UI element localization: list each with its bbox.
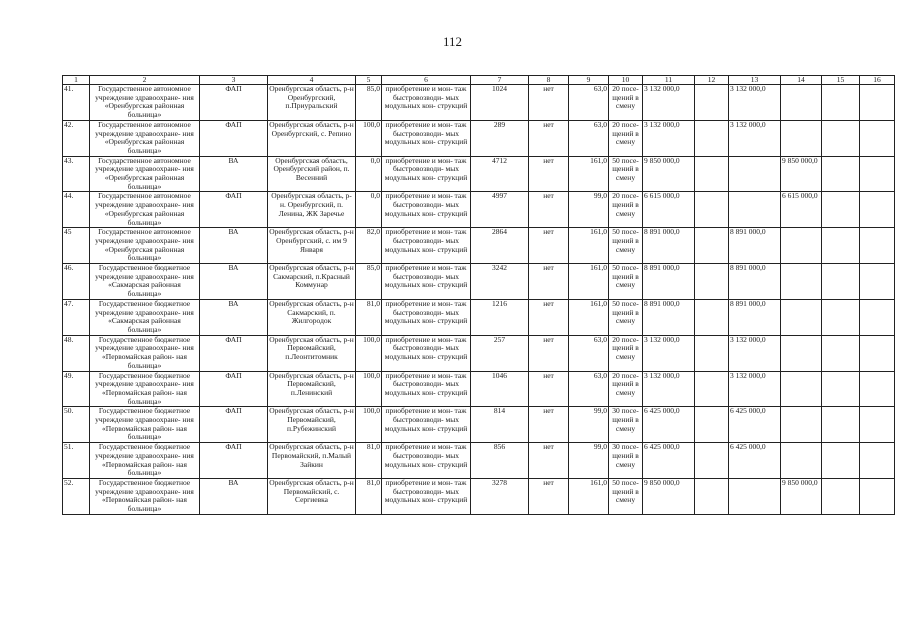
page-number: 112 <box>442 34 463 49</box>
total-cost-cell: 9 850 000,0 <box>643 478 695 514</box>
column-header-9: 9 <box>569 76 609 85</box>
column-header-12: 12 <box>695 76 729 85</box>
address-cell: Оренбургская область, р-н Оренбургский, с. им 9 Января <box>268 228 356 264</box>
population-cell: 289 <box>471 120 529 156</box>
total-cost-cell: 8 891 000,0 <box>643 264 695 300</box>
organization-cell: Государственное бюджетное учреждение здравоохране- ния «Первомайская район- ная больница» <box>90 335 200 371</box>
total-cost-cell: 6 425 000,0 <box>643 407 695 443</box>
column-16-cell <box>860 443 895 479</box>
capacity-cell: 20 посе- щений в смену <box>609 335 643 371</box>
capacity-cell: 30 посе- щений в смену <box>609 407 643 443</box>
area-cell: 99,0 <box>569 443 609 479</box>
column-header-1: 1 <box>63 76 90 85</box>
column-header-11: 11 <box>643 76 695 85</box>
table-row <box>63 299 895 335</box>
column-13-cell: 3 132 000,0 <box>729 85 781 121</box>
row-number-cell: 44. <box>63 192 90 228</box>
work-description-cell: приобретение и мон- таж быстровозводи- мых модульных кон- струкций <box>382 264 471 300</box>
organization-cell: Государственное автономное учреждение здравоохране- ния «Оренбургская районная больница» <box>90 120 200 156</box>
area-cell: 63,0 <box>569 85 609 121</box>
availability-cell: нет <box>529 299 569 335</box>
table-row <box>63 478 895 514</box>
capacity-cell: 20 посе- щений в смену <box>609 371 643 407</box>
column-header-8: 8 <box>529 76 569 85</box>
column-14-cell <box>781 120 822 156</box>
column-15-cell <box>822 443 860 479</box>
column-15-cell <box>822 335 860 371</box>
capacity-cell: 50 посе- щений в смену <box>609 228 643 264</box>
capacity-cell: 30 посе- щений в смену <box>609 443 643 479</box>
column-16-cell <box>860 120 895 156</box>
column-12-cell <box>695 228 729 264</box>
row-number-cell: 50. <box>63 407 90 443</box>
wear-percent-cell: 82,0 <box>356 228 382 264</box>
table-row <box>63 120 895 156</box>
address-cell: Оренбургская область, р-н Первомайский, с. Сергиевка <box>268 478 356 514</box>
address-cell: Оренбургская область, р-н Оренбургский, с. Репино <box>268 120 356 156</box>
availability-cell: нет <box>529 228 569 264</box>
population-cell: 856 <box>471 443 529 479</box>
area-cell: 161,0 <box>569 478 609 514</box>
column-16-cell <box>860 85 895 121</box>
area-cell: 161,0 <box>569 264 609 300</box>
column-13-cell: 6 425 000,0 <box>729 443 781 479</box>
column-13-cell: 3 132 000,0 <box>729 371 781 407</box>
population-cell: 4997 <box>471 192 529 228</box>
wear-percent-cell: 81,0 <box>356 478 382 514</box>
work-description-cell: приобретение и мон- таж быстровозводи- мых модульных кон- струкций <box>382 407 471 443</box>
column-number-header-row <box>63 76 895 85</box>
work-description-cell: приобретение и мон- таж быстровозводи- мых модульных кон- струкций <box>382 228 471 264</box>
wear-percent-cell: 100,0 <box>356 371 382 407</box>
column-header-10: 10 <box>609 76 643 85</box>
facility-type-cell: ВА <box>200 478 268 514</box>
facility-type-cell: ВА <box>200 264 268 300</box>
population-cell: 257 <box>471 335 529 371</box>
wear-percent-cell: 81,0 <box>356 299 382 335</box>
availability-cell: нет <box>529 192 569 228</box>
column-12-cell <box>695 335 729 371</box>
column-14-cell: 9 850 000,0 <box>781 156 822 192</box>
capacity-cell: 20 посе- щений в смену <box>609 120 643 156</box>
column-header-13: 13 <box>729 76 781 85</box>
availability-cell: нет <box>529 120 569 156</box>
availability-cell: нет <box>529 443 569 479</box>
wear-percent-cell: 0,0 <box>356 192 382 228</box>
column-15-cell <box>822 299 860 335</box>
population-cell: 814 <box>471 407 529 443</box>
wear-percent-cell: 85,0 <box>356 264 382 300</box>
wear-percent-cell: 100,0 <box>356 407 382 443</box>
column-13-cell: 6 425 000,0 <box>729 407 781 443</box>
column-16-cell <box>860 264 895 300</box>
column-12-cell <box>695 443 729 479</box>
work-description-cell: приобретение и мон- таж быстровозводи- мых модульных кон- струкций <box>382 192 471 228</box>
total-cost-cell: 6 425 000,0 <box>643 443 695 479</box>
organization-cell: Государственное автономное учреждение здравоохране- ния «Оренбургская районная больница» <box>90 192 200 228</box>
row-number-cell: 43. <box>63 156 90 192</box>
organization-cell: Государственное автономное учреждение здравоохране- ния «Оренбургская районная больница» <box>90 85 200 121</box>
work-description-cell: приобретение и мон- таж быстровозводи- мых модульных кон- струкций <box>382 371 471 407</box>
total-cost-cell: 3 132 000,0 <box>643 120 695 156</box>
column-14-cell <box>781 264 822 300</box>
area-cell: 63,0 <box>569 371 609 407</box>
total-cost-cell: 8 891 000,0 <box>643 299 695 335</box>
column-15-cell <box>822 407 860 443</box>
table-row <box>63 443 895 479</box>
column-12-cell <box>695 85 729 121</box>
column-15-cell <box>822 228 860 264</box>
column-14-cell <box>781 228 822 264</box>
address-cell: Оренбургская область, р-н Первомайский, п.Малый Зайкин <box>268 443 356 479</box>
column-header-14: 14 <box>781 76 822 85</box>
column-16-cell <box>860 371 895 407</box>
availability-cell: нет <box>529 156 569 192</box>
work-description-cell: приобретение и мон- таж быстровозводи- мых модульных кон- струкций <box>382 443 471 479</box>
facility-type-cell: ВА <box>200 228 268 264</box>
population-cell: 4712 <box>471 156 529 192</box>
work-description-cell: приобретение и мон- таж быстровозводи- мых модульных кон- струкций <box>382 335 471 371</box>
column-13-cell: 8 891 000,0 <box>729 228 781 264</box>
population-cell: 3242 <box>471 264 529 300</box>
column-16-cell <box>860 335 895 371</box>
column-header-15: 15 <box>822 76 860 85</box>
population-cell: 1216 <box>471 299 529 335</box>
column-12-cell <box>695 407 729 443</box>
area-cell: 99,0 <box>569 407 609 443</box>
total-cost-cell: 8 891 000,0 <box>643 228 695 264</box>
address-cell: Оренбургская область, Оренбургский район, п. Весенний <box>268 156 356 192</box>
column-12-cell <box>695 192 729 228</box>
column-12-cell <box>695 478 729 514</box>
column-14-cell <box>781 299 822 335</box>
capacity-cell: 50 посе- щений в смену <box>609 478 643 514</box>
column-13-cell: 3 132 000,0 <box>729 335 781 371</box>
row-number-cell: 48. <box>63 335 90 371</box>
column-14-cell <box>781 371 822 407</box>
facility-type-cell: ФАП <box>200 85 268 121</box>
wear-percent-cell: 85,0 <box>356 85 382 121</box>
column-16-cell <box>860 228 895 264</box>
row-number-cell: 42. <box>63 120 90 156</box>
organization-cell: Государственное автономное учреждение здравоохране- ния «Оренбургская районная больница» <box>90 228 200 264</box>
column-12-cell <box>695 156 729 192</box>
column-15-cell <box>822 478 860 514</box>
address-cell: Оренбургская область, р-н Первомайский, п.Ленинский <box>268 371 356 407</box>
organization-cell: Государственное бюджетное учреждение здравоохране- ния «Первомайская район- ная больница» <box>90 478 200 514</box>
availability-cell: нет <box>529 85 569 121</box>
column-12-cell <box>695 120 729 156</box>
capacity-cell: 50 посе- щений в смену <box>609 156 643 192</box>
address-cell: Оренбургская область, р-н Первомайский, п.Леонтитомник <box>268 335 356 371</box>
column-header-6: 6 <box>382 76 471 85</box>
column-13-cell <box>729 156 781 192</box>
wear-percent-cell: 81,0 <box>356 443 382 479</box>
wear-percent-cell: 100,0 <box>356 335 382 371</box>
table-row <box>63 335 895 371</box>
facility-registry-table <box>62 75 895 515</box>
column-16-cell <box>860 192 895 228</box>
availability-cell: нет <box>529 478 569 514</box>
organization-cell: Государственное автономное учреждение здравоохране- ния «Оренбургская районная больница» <box>90 156 200 192</box>
column-12-cell <box>695 371 729 407</box>
area-cell: 63,0 <box>569 120 609 156</box>
column-header-2: 2 <box>90 76 200 85</box>
facility-type-cell: ВА <box>200 156 268 192</box>
organization-cell: Государственное бюджетное учреждение здравоохране- ния «Сакмарская районная больница» <box>90 299 200 335</box>
facility-type-cell: ФАП <box>200 192 268 228</box>
row-number-cell: 46. <box>63 264 90 300</box>
column-15-cell <box>822 371 860 407</box>
address-cell: Оренбургская область, р-н Сакмарский, п. Жилгородок <box>268 299 356 335</box>
address-cell: Оренбургская область, р-н Первомайский, п.Рубежинский <box>268 407 356 443</box>
column-13-cell <box>729 192 781 228</box>
column-12-cell <box>695 299 729 335</box>
column-15-cell <box>822 192 860 228</box>
column-header-3: 3 <box>200 76 268 85</box>
total-cost-cell: 3 132 000,0 <box>643 335 695 371</box>
column-14-cell <box>781 335 822 371</box>
capacity-cell: 50 посе- щений в смену <box>609 264 643 300</box>
row-number-cell: 49. <box>63 371 90 407</box>
column-14-cell <box>781 443 822 479</box>
organization-cell: Государственное бюджетное учреждение здравоохране- ния «Первомайская район- ная больница» <box>90 407 200 443</box>
area-cell: 161,0 <box>569 228 609 264</box>
organization-cell: Государственное бюджетное учреждение здравоохране- ния «Первомайская район- ная больница» <box>90 443 200 479</box>
work-description-cell: приобретение и мон- таж быстровозводи- мых модульных кон- струкций <box>382 299 471 335</box>
address-cell: Оренбургская область, р-н Оренбургский, п.Приуральский <box>268 85 356 121</box>
column-14-cell <box>781 407 822 443</box>
table-row <box>63 192 895 228</box>
wear-percent-cell: 0,0 <box>356 156 382 192</box>
availability-cell: нет <box>529 264 569 300</box>
area-cell: 161,0 <box>569 299 609 335</box>
work-description-cell: приобретение и мон- таж быстровозводи- мых модульных кон- струкций <box>382 120 471 156</box>
row-number-cell: 52. <box>63 478 90 514</box>
capacity-cell: 20 посе- щений в смену <box>609 192 643 228</box>
facility-type-cell: ФАП <box>200 335 268 371</box>
capacity-cell: 50 посе- щений в смену <box>609 299 643 335</box>
row-number-cell: 51. <box>63 443 90 479</box>
column-14-cell: 9 850 000,0 <box>781 478 822 514</box>
population-cell: 1024 <box>471 85 529 121</box>
address-cell: Оренбургская область, р-н. Оренбургский, п. Ленина, ЖК Заречье <box>268 192 356 228</box>
availability-cell: нет <box>529 371 569 407</box>
organization-cell: Государственное бюджетное учреждение здравоохране- ния «Сакмарская районная больница» <box>90 264 200 300</box>
work-description-cell: приобретение и мон- таж быстровозводи- мых модульных кон- струкций <box>382 85 471 121</box>
row-number-cell: 45 <box>63 228 90 264</box>
population-cell: 1046 <box>471 371 529 407</box>
column-15-cell <box>822 120 860 156</box>
total-cost-cell: 3 132 000,0 <box>643 371 695 407</box>
column-12-cell <box>695 264 729 300</box>
total-cost-cell: 3 132 000,0 <box>643 85 695 121</box>
column-13-cell: 8 891 000,0 <box>729 264 781 300</box>
column-15-cell <box>822 264 860 300</box>
population-cell: 2864 <box>471 228 529 264</box>
area-cell: 161,0 <box>569 156 609 192</box>
area-cell: 63,0 <box>569 335 609 371</box>
column-15-cell <box>822 156 860 192</box>
work-description-cell: приобретение и мон- таж быстровозводи- мых модульных кон- струкций <box>382 478 471 514</box>
wear-percent-cell: 100,0 <box>356 120 382 156</box>
table-row <box>63 156 895 192</box>
capacity-cell: 20 посе- щений в смену <box>609 85 643 121</box>
organization-cell: Государственное бюджетное учреждение здравоохране- ния «Первомайская район- ная больница» <box>90 371 200 407</box>
column-15-cell <box>822 85 860 121</box>
column-16-cell <box>860 407 895 443</box>
column-13-cell <box>729 478 781 514</box>
column-16-cell <box>860 156 895 192</box>
table-row <box>63 228 895 264</box>
column-header-5: 5 <box>356 76 382 85</box>
column-14-cell: 6 615 000,0 <box>781 192 822 228</box>
row-number-cell: 47. <box>63 299 90 335</box>
column-14-cell <box>781 85 822 121</box>
table-row <box>63 264 895 300</box>
work-description-cell: приобретение и мон- таж быстровозводи- мых модульных кон- струкций <box>382 156 471 192</box>
table-row <box>63 371 895 407</box>
column-header-4: 4 <box>268 76 356 85</box>
table-row <box>63 407 895 443</box>
column-13-cell: 3 132 000,0 <box>729 120 781 156</box>
column-header-7: 7 <box>471 76 529 85</box>
row-number-cell: 41. <box>63 85 90 121</box>
column-16-cell <box>860 478 895 514</box>
facility-type-cell: ФАП <box>200 443 268 479</box>
table-row <box>63 85 895 121</box>
availability-cell: нет <box>529 335 569 371</box>
column-16-cell <box>860 299 895 335</box>
availability-cell: нет <box>529 407 569 443</box>
population-cell: 3278 <box>471 478 529 514</box>
column-13-cell: 8 891 000,0 <box>729 299 781 335</box>
facility-type-cell: ВА <box>200 299 268 335</box>
facility-type-cell: ФАП <box>200 120 268 156</box>
area-cell: 99,0 <box>569 192 609 228</box>
facility-type-cell: ФАП <box>200 407 268 443</box>
total-cost-cell: 9 850 000,0 <box>643 156 695 192</box>
total-cost-cell: 6 615 000,0 <box>643 192 695 228</box>
address-cell: Оренбургская область, р-н Сакмарский, п.Красный Коммунар <box>268 264 356 300</box>
column-header-16: 16 <box>860 76 895 85</box>
facility-type-cell: ФАП <box>200 371 268 407</box>
